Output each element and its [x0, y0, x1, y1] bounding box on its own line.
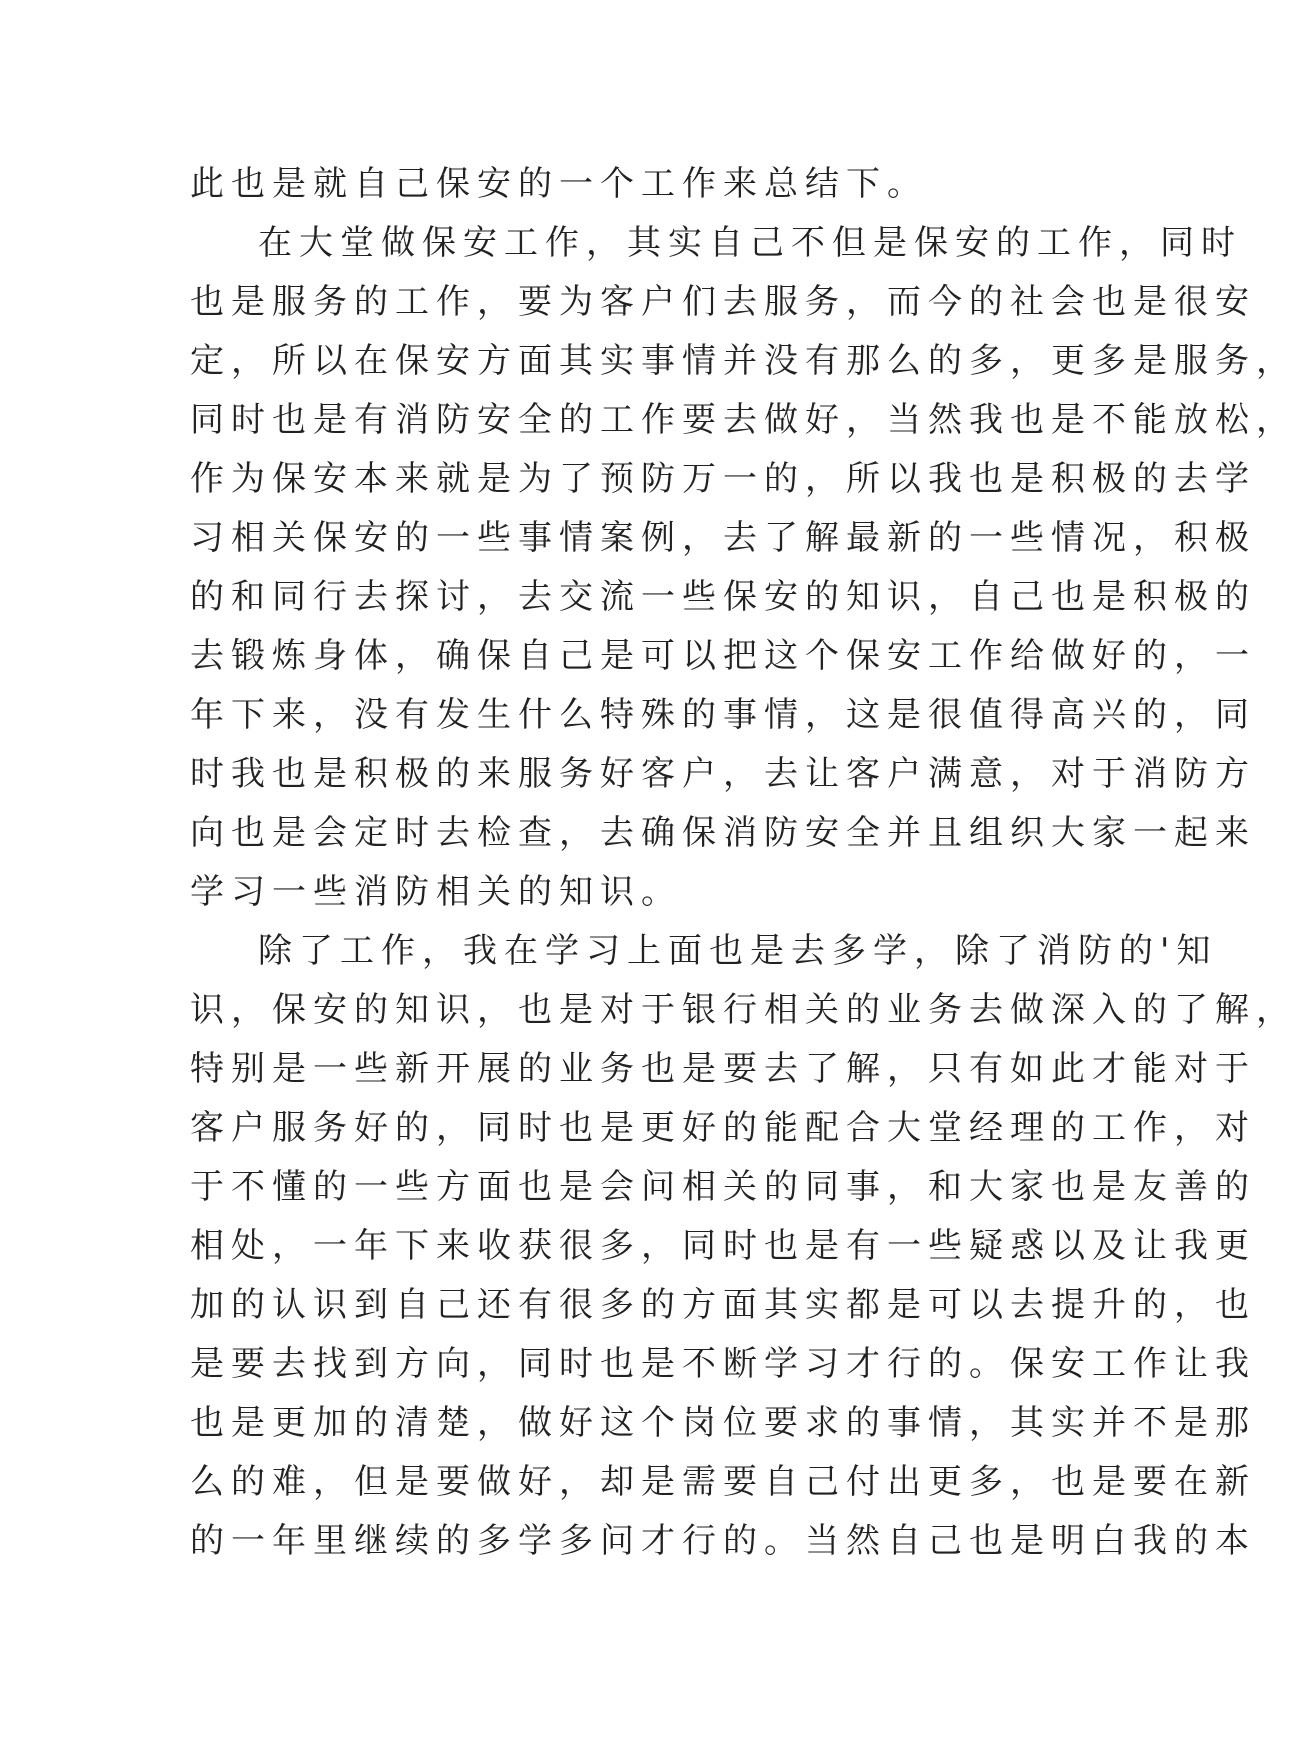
text-line-23: 么的难，但是要做好，却是需要自己付出更多，也是要在新 [190, 1462, 1256, 1502]
text-line-9: 去锻炼身体，确保自己是可以把这个保安工作给做好的，一 [190, 636, 1256, 676]
text-line-14: 除了工作，我在学习上面也是去多学，除了消防的'知 [258, 931, 1218, 971]
text-line-1: 此也是就自己保安的一个工作来总结下。 [190, 164, 928, 204]
text-line-15: 识，保安的知识，也是对于银行相关的业务去做深入的了解， [190, 990, 1297, 1030]
text-line-3: 也是服务的工作，要为客户们去服务，而今的社会也是很安 [190, 282, 1256, 322]
text-line-13: 学习一些消防相关的知识。 [190, 872, 682, 912]
text-line-8: 的和同行去探讨，去交流一些保安的知识，自己也是积极的 [190, 577, 1256, 617]
text-line-20: 加的认识到自己还有很多的方面其实都是可以去提升的，也 [190, 1285, 1256, 1325]
text-line-10: 年下来，没有发生什么特殊的事情，这是很值得高兴的，同 [190, 695, 1256, 735]
text-line-2: 在大堂做保安工作，其实自己不但是保安的工作，同时 [258, 223, 1242, 263]
body-text [190, 155, 1297, 1571]
text-line-22: 也是更加的清楚，做好这个岗位要求的事情，其实并不是那 [190, 1403, 1256, 1443]
text-line-4: 定，所以在保安方面其实事情并没有那么的多，更多是服务， [190, 341, 1297, 381]
text-line-12: 向也是会定时去检查，去确保消防安全并且组织大家一起来 [190, 813, 1256, 853]
text-line-6: 作为保安本来就是为了预防万一的，所以我也是积极的去学 [190, 459, 1256, 499]
text-line-21: 是要去找到方向，同时也是不断学习才行的。保安工作让我 [190, 1344, 1256, 1384]
text-line-16: 特别是一些新开展的业务也是要去了解，只有如此才能对于 [190, 1049, 1256, 1089]
text-line-18: 于不懂的一些方面也是会问相关的同事，和大家也是友善的 [190, 1167, 1256, 1207]
text-line-7: 习相关保安的一些事情案例，去了解最新的一些情况，积极 [190, 518, 1256, 558]
text-line-19: 相处，一年下来收获很多，同时也是有一些疑惑以及让我更 [190, 1226, 1256, 1266]
text-line-11: 时我也是积极的来服务好客户，去让客户满意，对于消防方 [190, 754, 1256, 794]
text-line-5: 同时也是有消防安全的工作要去做好，当然我也是不能放松， [190, 400, 1297, 440]
text-line-24: 的一年里继续的多学多问才行的。当然自己也是明白我的本 [190, 1521, 1256, 1561]
text-line-17: 客户服务好的，同时也是更好的能配合大堂经理的工作，对 [190, 1108, 1256, 1148]
